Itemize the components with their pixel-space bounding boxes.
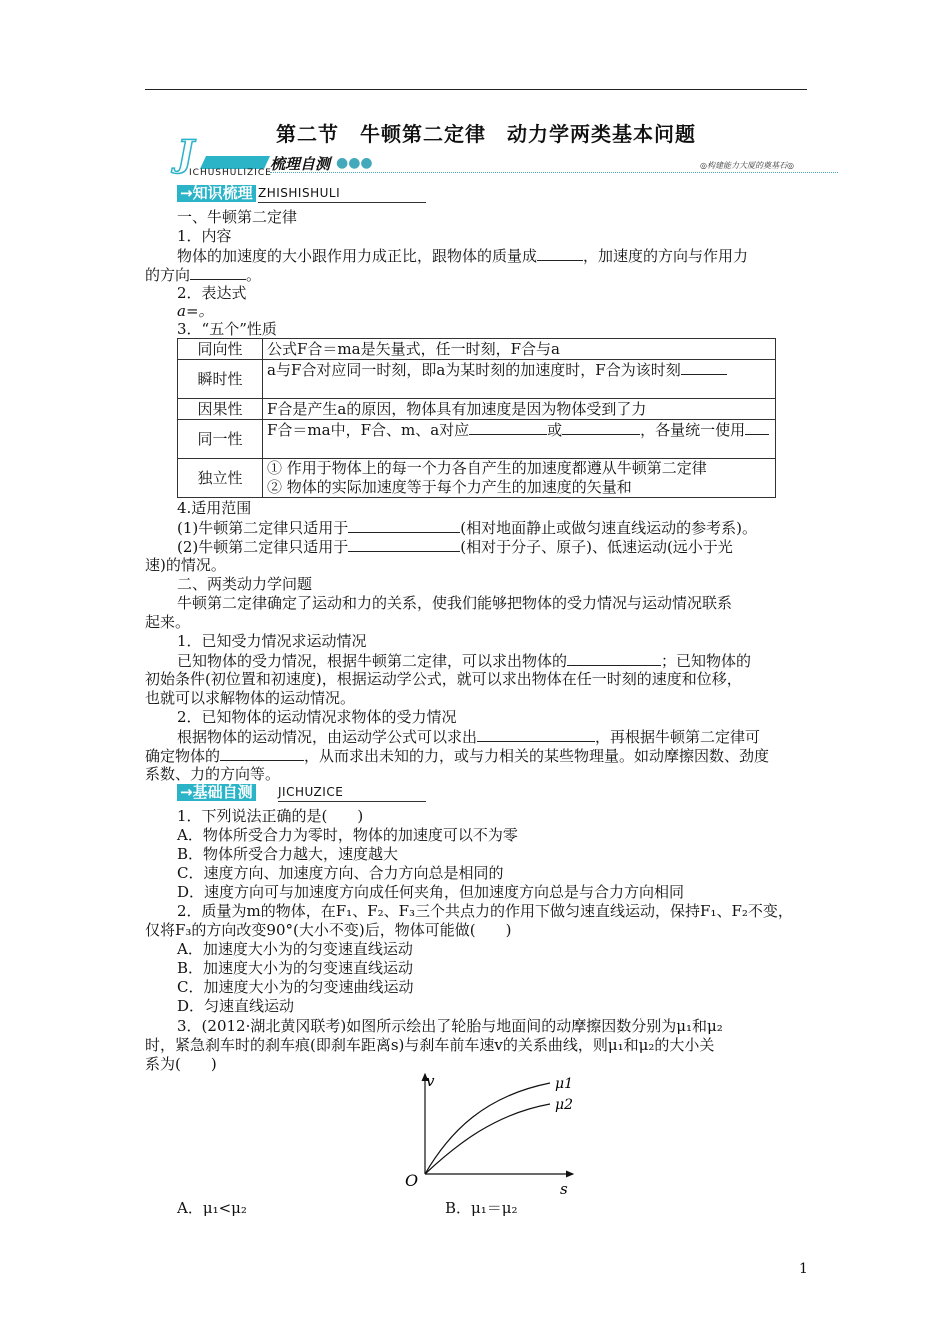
text-span: ，再根据牛顿第二定律可 <box>595 728 761 746</box>
table-key: 同一性 <box>178 420 263 459</box>
s-axis-label: s <box>560 1180 568 1198</box>
text-span: (1)牛顿第二定律只适用于 <box>177 519 349 537</box>
text-span: ，从而求出未知的力，或与力相关的某些物理量。如动摩擦因数、劲度 <box>304 747 770 765</box>
fill-blank <box>681 360 727 375</box>
option-d: D．速度方向可与加速度方向成任何夹角，但加速度方向总是与合力方向相同 <box>177 883 685 901</box>
curve2-label: μ2 <box>555 1097 574 1113</box>
sub-heading: 2．表达式 <box>177 284 247 302</box>
table-row <box>178 459 776 498</box>
fill-blank <box>562 420 640 435</box>
table-key: 因果性 <box>178 399 263 420</box>
header-rule <box>145 89 807 90</box>
paragraph-line: 速)的情况。 <box>145 556 226 574</box>
option-c: C．加速度大小为的匀变速曲线运动 <box>177 978 414 996</box>
question-stem: 2．质量为m的物体，在F₁、F₂、F₃三个共点力的作用下做匀速直线运动，保持F₁、F₂不变， <box>177 902 793 920</box>
origin-label: O <box>405 1171 419 1190</box>
sub-heading: 4.适用范围 <box>177 499 252 517</box>
sub-heading: 1．已知受力情况求运动情况 <box>177 632 367 650</box>
text-span: ，加速度的方向与作用力 <box>583 247 749 265</box>
text-span: 。 <box>246 266 262 284</box>
table-value <box>263 459 776 498</box>
paragraph-line: 起来。 <box>145 613 191 631</box>
curve-mu1 <box>425 1083 550 1174</box>
table-row <box>178 399 776 420</box>
text-span: 物体的加速度的大小跟作用力成正比，跟物体的质量成 <box>177 247 538 265</box>
option-c: C．速度方向、加速度方向、合力方向总是相同的 <box>177 864 504 882</box>
section-pinyin-self-test: JICHUZICE <box>278 785 344 799</box>
text-span: (2)牛顿第二定律只适用于 <box>177 538 349 556</box>
sub-heading: 3．“五个”性质 <box>177 320 277 338</box>
banner-slogan: ◎构建能力大厦的奠基石◎ <box>700 161 794 170</box>
sub-heading: 2．已知物体的运动情况求物体的受力情况 <box>177 708 457 726</box>
option-a: A．物体所受合力为零时，物体的加速度可以不为零 <box>177 826 518 844</box>
curve-mu2 <box>425 1104 550 1174</box>
fill-blank <box>220 746 304 761</box>
text-span: 根据物体的运动情况，由运动学公式可以求出 <box>177 728 478 746</box>
part2-heading: 二、两类动力学问题 <box>177 575 313 593</box>
question-stem: 时，紧急刹车时的刹车痕(即刹车距离s)与刹车前车速v的关系曲线，则μ₁和μ₂的大小关 <box>145 1036 715 1054</box>
paragraph-line <box>177 518 757 538</box>
curve1-label: μ1 <box>555 1076 574 1092</box>
table-key: 同向性 <box>178 339 263 360</box>
table-row <box>178 339 776 360</box>
fill-blank <box>745 420 769 435</box>
table-value <box>263 420 776 459</box>
option-b: B．加速度大小为的匀变速直线运动 <box>177 959 414 977</box>
text-span: F合＝ma中，F合、m、a对应 <box>267 421 470 439</box>
option-b: B．物体所受合力越大，速度越大 <box>177 845 399 863</box>
text-span: ；已知物体的 <box>661 652 752 670</box>
table-key: 独立性 <box>178 459 263 498</box>
text-span: 的方向 <box>145 266 191 284</box>
section-tag-knowledge: →知识梳理 <box>177 185 256 202</box>
table-value <box>263 360 776 399</box>
banner-label: 梳理自测 <box>270 155 331 173</box>
text-span: ，各量统一使用 <box>640 421 746 439</box>
formula: a=。 <box>177 302 214 320</box>
text-span: 已知物体的受力情况，根据牛顿第二定律，可以求出物体的 <box>177 652 568 670</box>
paragraph-line: 系数、力的方向等。 <box>145 765 281 783</box>
paragraph-line <box>145 746 769 766</box>
question-stem: 1．下列说法正确的是( ) <box>177 807 364 825</box>
paragraph-line <box>177 537 733 557</box>
text-span: (相对地面静止或做匀速直线运动的参考系)。 <box>460 519 757 537</box>
paragraph-line <box>177 651 751 671</box>
properties-table <box>177 338 776 498</box>
paragraph-line <box>145 265 261 285</box>
option-b: B．μ₁＝μ₂ <box>445 1199 518 1217</box>
text-span: 或 <box>547 421 563 439</box>
table-value: 公式F合＝ma是矢量式，任一时刻，F合与a <box>263 339 776 360</box>
fill-blank <box>348 537 460 552</box>
fill-blank <box>567 651 661 666</box>
paragraph-line: 初始条件(初位置和初速度)，根据运动学公式，就可以求出物体在任一时刻的速度和位移， <box>145 670 742 688</box>
fill-blank <box>537 246 583 261</box>
banner-logo-letter: J <box>177 133 195 175</box>
question-stem: 系为( ) <box>145 1055 217 1073</box>
section-pinyin-knowledge: ZHISHISHULI <box>258 186 341 200</box>
page-number: 1 <box>799 1261 808 1277</box>
table-row <box>178 360 776 399</box>
part1-heading: 一、牛顿第二定律 <box>177 208 298 226</box>
option-a: A．加速度大小为的匀变速直线运动 <box>177 940 413 958</box>
fill-blank <box>348 518 460 533</box>
page-title: 第二节 牛顿第二定律 动力学两类基本问题 <box>276 122 696 146</box>
option-a: A．μ₁<μ₂ <box>177 1199 247 1217</box>
question-stem: 3．(2012·湖北黄冈联考)如图所示绘出了轮胎与地面间的动摩擦因数分别为μ₁和μ₂ <box>177 1017 723 1035</box>
paragraph-line: 也就可以求解物体的运动情况。 <box>145 689 356 707</box>
section-rule <box>258 202 426 203</box>
text-span: (相对于分子、原子)、低速运动(远小于光 <box>460 538 733 556</box>
paragraph-line: 牛顿第二定律确定了运动和力的关系，使我们能够把物体的受力情况与运动情况联系 <box>177 594 733 612</box>
fill-blank <box>190 265 246 280</box>
section-rule <box>278 801 426 802</box>
text-line: ② 物体的实际加速度等于每个力产生的加速度的矢量和 <box>267 478 632 496</box>
friction-curves-figure <box>395 1066 595 1201</box>
fill-blank <box>469 420 547 435</box>
banner-underline <box>270 172 838 173</box>
option-d: D．匀速直线运动 <box>177 997 295 1015</box>
section-tag-self-test: →基础自测 <box>177 784 256 801</box>
sub-heading: 1．内容 <box>177 227 232 245</box>
fill-blank <box>477 727 595 742</box>
text-span: 确定物体的 <box>145 747 221 765</box>
text-line: ① 作用于物体上的每一个力各自产生的加速度都遵从牛顿第二定律 <box>267 459 707 477</box>
table-key: 瞬时性 <box>178 360 263 399</box>
banner-dots: ●●● <box>336 155 373 171</box>
table-value: F合是产生a的原因，物体具有加速度是因为物体受到了力 <box>263 399 776 420</box>
banner-logo-pinyin: ICHUSHULIZICE <box>189 168 272 178</box>
question-stem: 仅将F₃的方向改变90°(大小不变)后，物体可能做( ) <box>145 921 512 939</box>
table-row <box>178 420 776 459</box>
paragraph-line <box>177 727 760 747</box>
v-axis-label: v <box>426 1072 435 1090</box>
text-span: a与F合对应同一时刻，即a为某时刻的加速度时，F合为该时刻 <box>267 361 681 379</box>
paragraph-line <box>177 246 748 266</box>
